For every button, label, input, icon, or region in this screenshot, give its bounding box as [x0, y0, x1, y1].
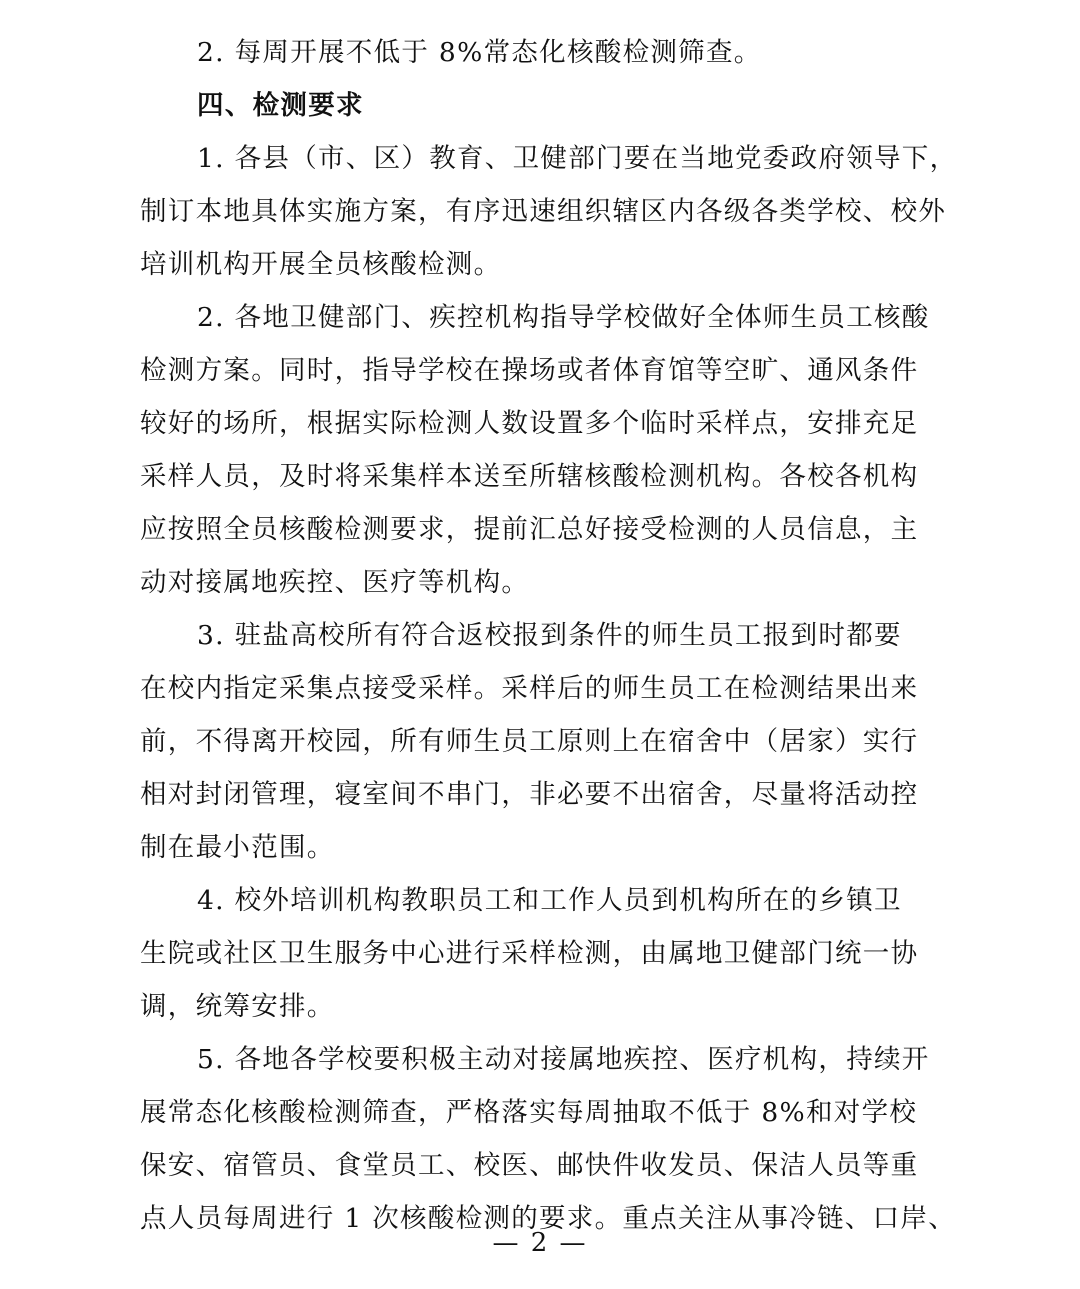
text-line: 培训机构开展全员核酸检测。: [140, 249, 502, 280]
text-line: 5. 各地各学校要积极主动对接属地疾控、医疗机构，持续开: [197, 1044, 930, 1075]
text-line: 相对封闭管理，寝室间不串门，非必要不出宿舍，尽量将活动控: [140, 779, 919, 810]
section-heading-testing-requirements: [140, 79, 940, 132]
paragraph-weekly-screening: [140, 26, 940, 79]
document-body: [140, 26, 958, 1245]
paragraph-requirement-3: [140, 609, 940, 874]
text-line: 检测方案。同时，指导学校在操场或者体育馆等空旷、通风条件: [140, 355, 919, 386]
paragraph-requirement-1: [140, 132, 958, 291]
text-line: 生院或社区卫生服务中心进行采样检测，由属地卫健部门统一协: [140, 938, 919, 969]
text-line: 动对接属地疾控、医疗等机构。: [140, 567, 530, 598]
text-line: 4. 校外培训机构教职员工和工作人员到机构所在的乡镇卫: [197, 885, 902, 916]
page-number: — 2 —: [492, 1228, 588, 1258]
text-line: 3. 驻盐高校所有符合返校报到条件的师生员工报到时都要: [197, 620, 902, 651]
text-line: 2. 各地卫健部门、疾控机构指导学校做好全体师生员工核酸: [197, 302, 930, 333]
paragraph-requirement-5: [140, 1033, 957, 1245]
text-line: 保安、宿管员、食堂员工、校医、邮快件收发员、保洁人员等重: [140, 1150, 919, 1181]
text-line: 点人员每周进行 1 次核酸检测的要求。重点关注从事冷链、口岸、: [140, 1203, 957, 1234]
text-line: 四、检测要求: [197, 90, 364, 121]
text-line: 制在最小范围。: [140, 832, 335, 863]
text-line: 应按照全员核酸检测要求，提前汇总好接受检测的人员信息，主: [140, 514, 919, 545]
text-line: 2. 每周开展不低于 8%常态化核酸检测筛查。: [197, 37, 762, 68]
paragraph-requirement-4: [140, 874, 940, 1033]
text-line: 1. 各县（市、区）教育、卫健部门要在当地党委政府领导下，: [197, 143, 958, 174]
text-line: 展常态化核酸检测筛查，严格落实每周抽取不低于 8%和对学校: [140, 1097, 918, 1128]
text-line: 在校内指定采集点接受采样。采样后的师生员工在检测结果出来: [140, 673, 919, 704]
text-line: 调，统筹安排。: [140, 991, 335, 1022]
text-line: 较好的场所，根据实际检测人数设置多个临时采样点，安排充足: [140, 408, 919, 439]
text-line: 采样人员，及时将采集样本送至所辖核酸检测机构。各校各机构: [140, 461, 919, 492]
paragraph-requirement-2: [140, 291, 940, 609]
text-line: 前，不得离开校园，所有师生员工原则上在宿舍中（居家）实行: [140, 726, 919, 757]
text-line: 制订本地具体实施方案，有序迅速组织辖区内各级各类学校、校外: [140, 196, 947, 227]
